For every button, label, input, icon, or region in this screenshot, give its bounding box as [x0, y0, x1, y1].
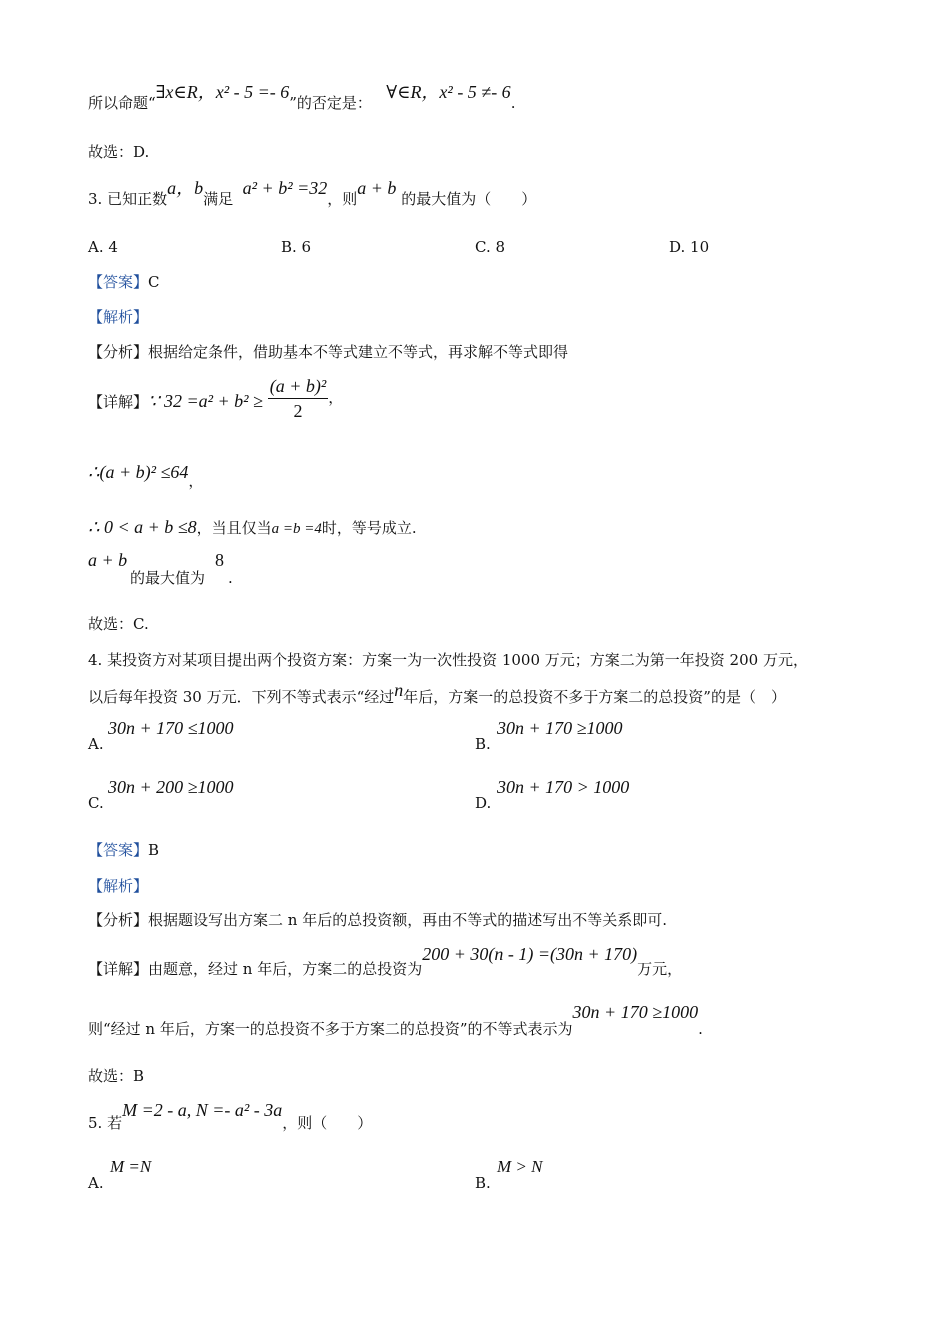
- q4-stem-line1: 4. 某投资方对某项目提出两个投资方案：方案一为一次性投资 1000 万元；方案二为第一年投资 200 万元，: [88, 651, 808, 669]
- q3-step1: [88, 376, 343, 421]
- q4-conclusion-math: 30n + 170 ≥1000: [572, 1002, 699, 1022]
- xiangjie-tag: 【详解】: [88, 960, 149, 978]
- q3-step1-end: ，: [328, 388, 344, 407]
- q3-vars: a，b: [167, 178, 204, 198]
- q2-prefix: 所以命题“: [88, 94, 156, 112]
- q3-answer: [88, 272, 160, 292]
- q3-step3-text-b: 时，等号成立.: [321, 519, 417, 537]
- q3-option-a: A. 4: [88, 238, 118, 256]
- q4-detail: [88, 944, 683, 978]
- q3-stem: [88, 178, 537, 208]
- q4-detail-b: 万元，: [637, 960, 683, 978]
- xiangjie-tag: 【详解】: [88, 392, 149, 411]
- answer-value: C: [148, 273, 160, 291]
- q4-option-d-label: D.: [475, 794, 492, 812]
- fenxi-tag: 【分析】: [88, 911, 149, 929]
- q3-stem-a: 3. 已知正数: [88, 190, 168, 208]
- fenxi-text: 根据给定条件，借助基本不等式建立不等式，再求解不等式即得: [148, 343, 569, 361]
- q5-stem-math: M =2 - a, N =- a² - 3a: [122, 1100, 283, 1120]
- q4-option-c-label: C.: [88, 794, 104, 812]
- q3-step3-math2: a =b =4: [271, 521, 322, 537]
- q4-conclusion: [88, 1002, 703, 1038]
- q4-answer: [88, 840, 159, 860]
- q3-step1-lhs: ∵ 32 =a² + b² ≥: [148, 390, 263, 411]
- q3-step4-text: 的最大值为: [130, 569, 206, 587]
- q3-option-d: D. 10: [669, 238, 710, 256]
- fenxi-tag: 【分析】: [88, 343, 149, 361]
- q3-step3: [88, 517, 417, 539]
- q4-conclusion-end: .: [698, 1020, 703, 1038]
- q2-negation-line: [88, 82, 516, 112]
- q5-stem: [88, 1100, 373, 1132]
- answer-tag: 【答案】: [88, 841, 149, 859]
- q2-end: .: [510, 94, 516, 112]
- q4-choice: 故选：B: [88, 1067, 145, 1085]
- q2-middle: ”的否定是：: [289, 94, 372, 112]
- q4-fenxi: [88, 910, 667, 930]
- answer-value: B: [148, 841, 160, 859]
- q3-choice: 故选：C.: [88, 615, 149, 633]
- q4-stem2-a: 以后每年投资 30 万元．下列不等式表示“经过: [88, 688, 395, 706]
- q4-option-a-label: A.: [88, 735, 104, 753]
- q4-stem2-b: 年后，方案一的总投资不多于方案二的总投资”的是（ ）: [403, 688, 786, 706]
- q3-condition: a² + b² =32: [242, 178, 328, 198]
- q3-step4-math: a + b: [88, 550, 128, 570]
- q5-option-b-math: M > N: [497, 1157, 543, 1176]
- q3-fenxi: [88, 342, 568, 362]
- q2-proposition: ∃x∈R，x² - 5 =- 6: [155, 82, 290, 102]
- fraction-numerator: (a + b)²: [268, 376, 329, 399]
- q3-stem-d: 的最大值为（ ）: [401, 190, 537, 208]
- q4-detail-math: 200 + 30(n - 1) =(30n + 170): [422, 944, 638, 964]
- q3-step1-fraction: [268, 376, 329, 421]
- q3-step2-math: ∴(a + b)² ≤64: [88, 462, 189, 482]
- q4-analysis-tag: 【解析】: [88, 877, 149, 895]
- q3-option-c: C. 8: [475, 238, 506, 256]
- q3-step2: [88, 462, 204, 490]
- q4-stem2-n: n: [394, 680, 404, 700]
- q3-option-b: B. 6: [281, 238, 312, 256]
- q5-option-a-label: A.: [88, 1174, 104, 1192]
- q4-option-b-label: B.: [475, 735, 491, 753]
- answer-tag: 【答案】: [88, 273, 149, 291]
- q4-option-c-math: 30n + 200 ≥1000: [108, 777, 234, 797]
- q3-stem-b: 满足: [203, 190, 234, 208]
- q3-step4-value: 8: [215, 550, 224, 570]
- q5-option-a-math: M =N: [110, 1157, 152, 1176]
- fenxi-text: 根据题设写出方案二 n 年后的总投资额，再由不等式的描述写出不等关系即可.: [148, 911, 667, 929]
- q2-negation: ∀∈R，x² - 5 ≠- 6: [386, 82, 511, 102]
- q4-option-a-math: 30n + 170 ≤1000: [108, 718, 234, 738]
- q3-step3-math: ∴ 0 < a + b ≤8: [88, 517, 197, 537]
- q3-step3-text-a: ，当且仅当: [196, 519, 272, 537]
- q4-conclusion-text: 则“经过 n 年后，方案一的总投资不多于方案二的总投资”的不等式表示为: [88, 1020, 573, 1038]
- q3-expr: a + b: [357, 178, 397, 198]
- q3-step4-end: .: [228, 569, 233, 587]
- q3-step2-end: ，: [188, 472, 204, 490]
- q4-stem-line2: [88, 680, 786, 706]
- q4-option-b-math: 30n + 170 ≥1000: [497, 718, 623, 738]
- q3-stem-c: ，则: [327, 190, 358, 208]
- q2-choice: 故选：D.: [88, 143, 150, 161]
- q4-option-d-math: 30n + 170 > 1000: [497, 777, 630, 797]
- q5-stem-a: 5. 若: [88, 1114, 123, 1132]
- q5-stem-b: ，则（ ）: [282, 1114, 373, 1132]
- fraction-denominator: 2: [293, 401, 303, 421]
- q5-option-b-label: B.: [475, 1174, 491, 1192]
- q4-detail-a: 由题意，经过 n 年后，方案二的总投资为: [148, 960, 423, 978]
- q3-analysis-tag: 【解析】: [88, 308, 149, 326]
